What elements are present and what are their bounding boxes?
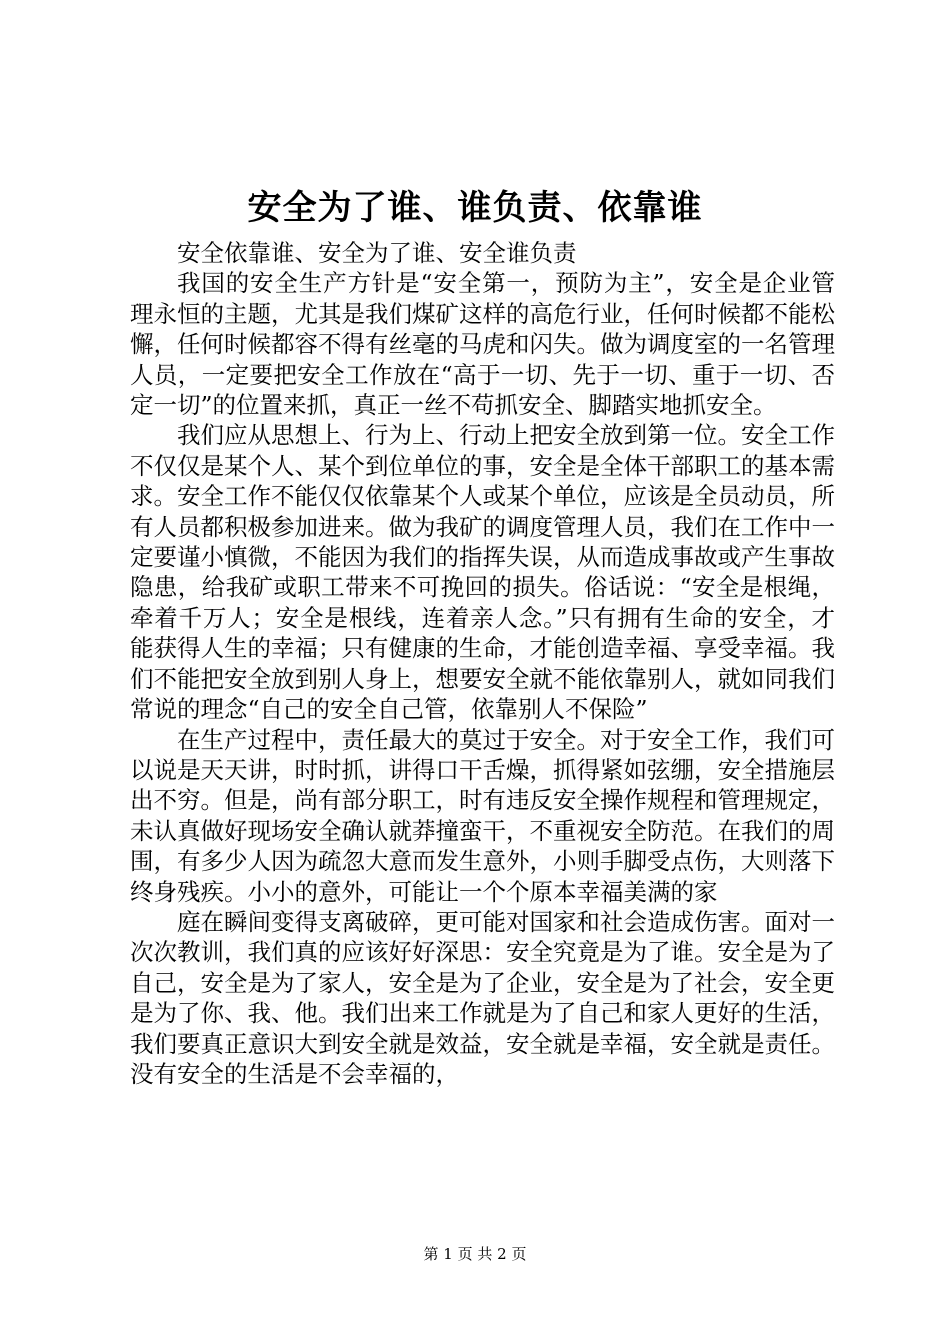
paragraph-3: 在生产过程中，责任最大的莫过于安全。对于安全工作，我们可以说是天天讲，时时抓，讲得口干舌燥，抓得紧如弦绷，安全措施层出不穷。但是，尚有部分职工，时有违反安全操作规程和管理规定，未认真做好现场安全确认就莽撞蛮干，不重视安全防范。在我们的周围，有多少人因为疏忽大意而发生意外，小则手脚受点伤，大则落下终身残疾。小小的意外，可能让一个个原本幸福美满的家 [130, 725, 835, 906]
paragraph-4: 庭在瞬间变得支离破碎，更可能对国家和社会造成伤害。面对一次次教训，我们真的应该好好深思：安全究竟是为了谁。安全是为了自己，安全是为了家人，安全是为了企业，安全是为了社会，安全更是为了你、我、他。我们出来工作就是为了自己和家人更好的生活，我们要真正意识大到安全就是效益，安全就是幸福，安全就是责任。没有安全的生活是不会幸福的， [130, 907, 835, 1088]
paragraph-subtitle: 安全依靠谁、安全为了谁、安全谁负责 [177, 239, 577, 267]
paragraph-1: 我国的安全生产方针是“安全第一，预防为主”，安全是企业管理永恒的主题，尤其是我们煤矿这样的高危行业，任何时候都不能松懈，任何时候都容不得有丝毫的马虎和闪失。做为调度室的一名管理人员，一定要把安全工作放在“高于一切、先于一切、重于一切、否定一切”的位置来抓，真正一丝不苟抓安全、脚踏实地抓安全。 [130, 269, 835, 420]
document-body [130, 238, 835, 1089]
paragraph-2: 我们应从思想上、行为上、行动上把安全放到第一位。安全工作不仅仅是某个人、某个到位单位的事，安全是全体干部职工的基本需求。安全工作不能仅仅依靠某个人或某个单位，应该是全员动员，所有人员都积极参加进来。做为我矿的调度管理人员，我们在工作中一定要谨小慎微，不能因为我们的指挥失误，从而造成事故或产生事故隐患，给我矿或职工带来不可挽回的损失。俗话说：“安全是根绳，牵着千万人；安全是根线，连着亲人念。”只有拥有生命的安全，才能获得人生的幸福；只有健康的生命，才能创造幸福、享受幸福。我们不能把安全放到别人身上，想要安全就不能依靠别人，就如同我们常说的理念“自己的安全自己管，依靠别人不保险” [130, 421, 835, 724]
document-title: 安全为了谁、谁负责、依靠谁 [247, 188, 703, 228]
page-number-footer: 第 1 页 共 2 页 [423, 1245, 527, 1263]
